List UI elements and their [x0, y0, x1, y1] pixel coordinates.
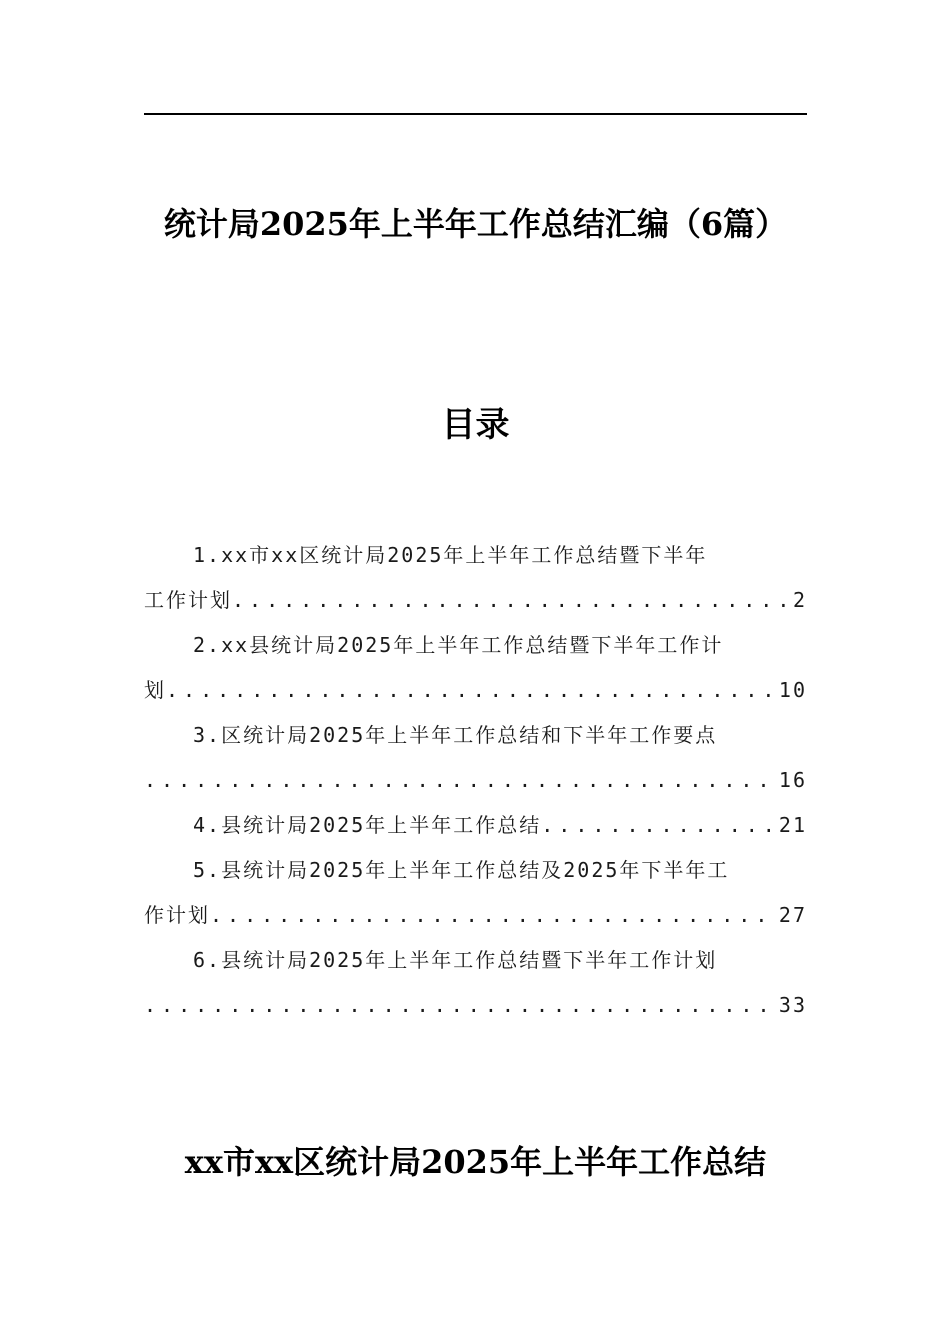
document-title: 统计局2025年上半年工作总结汇编（6篇） — [163, 205, 788, 243]
toc-entry-title-cont: 作计划 — [144, 903, 210, 927]
toc-entry[interactable] — [144, 713, 807, 803]
toc-leader-dots — [144, 758, 777, 803]
toc-entry[interactable] — [144, 803, 807, 848]
toc-entry-title: 5.县统计局2025年上半年工作总结及2025年下半年工 — [193, 858, 730, 882]
toc-entry-title-cont: 工作计划 — [144, 588, 232, 612]
section-heading: xx市xx区统计局2025年上半年工作总结 — [184, 1143, 767, 1181]
toc-leader-dots — [210, 893, 777, 938]
toc-entry-title: 4.县统计局2025年上半年工作总结 — [193, 813, 542, 837]
toc-leader-dots — [166, 668, 777, 713]
toc-entry[interactable] — [144, 623, 807, 713]
toc-leader-dots — [144, 983, 777, 1028]
toc-leader-dots — [541, 803, 777, 848]
toc-page-number: 33 — [778, 993, 807, 1017]
toc-page-number: 16 — [778, 768, 807, 792]
toc-entry-title-cont: 划 — [144, 678, 166, 702]
toc-page-number: 10 — [778, 678, 807, 702]
table-of-contents — [144, 533, 807, 1028]
toc-entry[interactable] — [144, 938, 807, 1028]
toc-heading: 目录 — [441, 405, 510, 445]
toc-page-number: 27 — [778, 903, 807, 927]
header-rule — [144, 113, 807, 115]
toc-entry-title: 6.县统计局2025年上半年工作总结暨下半年工作计划 — [193, 948, 718, 972]
toc-page-number: 21 — [778, 813, 807, 837]
toc-entry-title: 3.区统计局2025年上半年工作总结和下半年工作要点 — [193, 723, 718, 747]
toc-entry[interactable] — [144, 533, 807, 623]
toc-entry-title: 2.xx县统计局2025年上半年工作总结暨下半年工作计 — [193, 633, 724, 657]
toc-page-number: 2 — [792, 588, 807, 612]
toc-entry[interactable] — [144, 848, 807, 938]
toc-entry-title: 1.xx市xx区统计局2025年上半年工作总结暨下半年 — [193, 543, 708, 567]
toc-leader-dots — [232, 578, 791, 623]
